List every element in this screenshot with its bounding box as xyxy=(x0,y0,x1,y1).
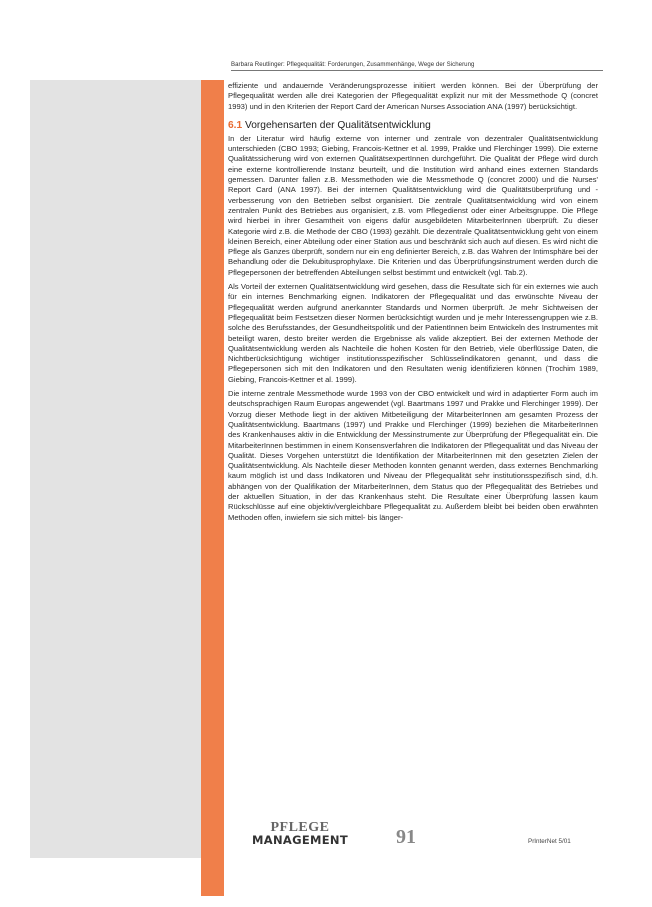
article-body xyxy=(228,81,598,527)
body-paragraph-2: Als Vorteil der externen Qualitätsentwicklung wird gesehen, dass die Resultate sich für ein externes wie auch für ein internes Benchmarking eignen. Indikatoren der Pflegequalität und das erwünschte Niveau der Pflegequalität werden aufgrund anerkannter Standards und Normen überprüft. Je mehr Sichtweisen der Pflegequalität beim Festsetzen dieser Normen berücksichtigt wurden und je mehr Interessengruppen wie z.B. solche des Berufsstandes, der Gesundheitspolitik und der PatientInnen beim Entwickeln des Instrumentes mit beteiligt waren, desto breiter werden die Ergebnisse als valide akzeptiert. Bei der externen Methode der Qualitätsentwicklung werden als Nachteile die hohen Kosten für den Betrieb, viele überflüssige Daten, die Nichtberücksichtigung wichtiger institutionsspezifischer Schlüsselindikatoren genannt, und dass die Pflegepersonen sich mit den Indikatoren und den Resultaten wenig identifizieren können (Trochim 1989, Giebing, Francois-Kettner et al. 1999). xyxy=(228,282,598,384)
pflege-management-logo xyxy=(243,822,357,846)
header-divider xyxy=(231,70,603,71)
logo-top-text: PFLEGE xyxy=(270,820,330,835)
issue-label: PrInterNet 5/01 xyxy=(528,838,571,845)
section-title: Vorgehensarten der Qualitätsentwicklung xyxy=(245,119,431,131)
body-paragraph-1: In der Literatur wird häufig externe von interner und zentrale von dezentraler Qualitätsentwicklung unterschieden (CBO 1993; Giebing, Francois-Kettner et al. 1999, Prakke und Flerchinger 1999). Die externe Qualitätssicherung wird von externen QualitätsexpertInnen durchgeführt. Die Qualität der Pflege wird durch eine externe kontrollierende Instanz beurteilt, und die Institution wird anhand eines externen Standards gemessen. Darunter fallen z.B. Messmethoden wie die Messmethode Q (concret 2000) und die Nurses' Report Card (ANA 1997). Bei der internen Qualitätsentwicklung wird die Qualitätsüberprüfung und -verbesserung von den Betrieben selbst organisiert. Die zentrale Qualitätsentwicklung wird von einem zentralen Punkt des Betriebes aus organisiert, z.B. vom Pflegedienst oder einer Arbeitsgruppe. Die Pflege wird hierbei in ihrer Gesamtheit von eigens dafür ausgebildeten MitarbeiterInnen überprüft. Zu dieser Kategorie wird z.B. die Methode der CBO (1993) gezählt. Die dezentrale Qualitätsentwicklung geht von einem kleinen Bereich, einer Abteilung oder einer Station aus und beschränkt sich auch auf diesen. Es wird nicht die Pflege als Ganzes überprüft, sondern nur ein eng definierter Bereich, z.B. das Wahren der Intimsphäre bei der Behandlung oder die Dekubitusprophylaxe. Die Kriterien und das Überprüfungsinstrument werden durch die Pflegepersonen der betreffenden Abteilungen selbst bestimmt und entwickelt (vgl. Tab.2). xyxy=(228,133,598,277)
body-paragraph-3: Die interne zentrale Messmethode wurde 1993 von der CBO entwickelt und wird in adaptierter Form auch im deutschsprachigen Raum Europas angewendet (vgl. Baartmans 1997 und Prakke und Flerchinger 1999). Der Vorzug dieser Methode liegt in der aktiven Mitbeteiligung der MitarbeiterInnen am gesamten Prozess der Qualitätsentwicklung. Baartmans (1997) und Prakke und Flerchinger (1999) beziehen die MitarbeiterInnen des Krankenhauses aktiv in die Entwicklung der Messinstrumente zur Überprüfung der Pflegequalität ein. Die MitarbeiterInnen bestimmen in einem Konsensverfahren die Indikatoren der Pflegequalität und das Niveau der Qualität. Dieses Vorgehen unterstützt die Identifikation der MitarbeiterInnen mit den gesetzten Zielen der Qualitätsentwicklung. Als Nachteile dieser Methoden konnten genannt werden, dass externes Benchmarking kaum möglich ist und dass Indikatoren und Niveau der Pflegequalität sehr institutionsspezifisch sind, d.h. abhängen von der Qualifikation der MitarbeiterInnen, dem Status quo der Pflegequalität des Betriebes und der aktuellen Situation, in der das Krankenhaus steht. Die Resultate einer Überprüfung lassen kaum Rückschlüsse auf eine objektiv/vergleichbare Pflegequalität zu. Außerdem bleibt bei beiden oben erwähnten Methoden offen, inwiefern sie sich mittel- bis länger- xyxy=(228,389,598,522)
logo-bottom-text: MANAGEMENT xyxy=(252,833,348,847)
running-header: Barbara Reutlinger: Pflegequalität: Forderungen, Zusammenhänge, Wege der Sicherung xyxy=(231,61,475,68)
intro-paragraph: effiziente und andauernde Veränderungsprozesse initiiert werden können. Bei der Überprüfung der Pflegequalität werden alle drei Kategorien der Pflegequalität explizit nur mit der Messmethode Q (concret 1993) und in den Kriterien der Report Card der American Nurses Association ANA (1997) berücksichtigt. xyxy=(228,81,598,111)
section-number: 6.1 xyxy=(228,119,243,131)
left-margin-gray-block xyxy=(30,80,201,858)
page-number: 91 xyxy=(396,826,416,848)
section-heading xyxy=(228,120,598,132)
orange-accent-bar xyxy=(201,80,224,896)
